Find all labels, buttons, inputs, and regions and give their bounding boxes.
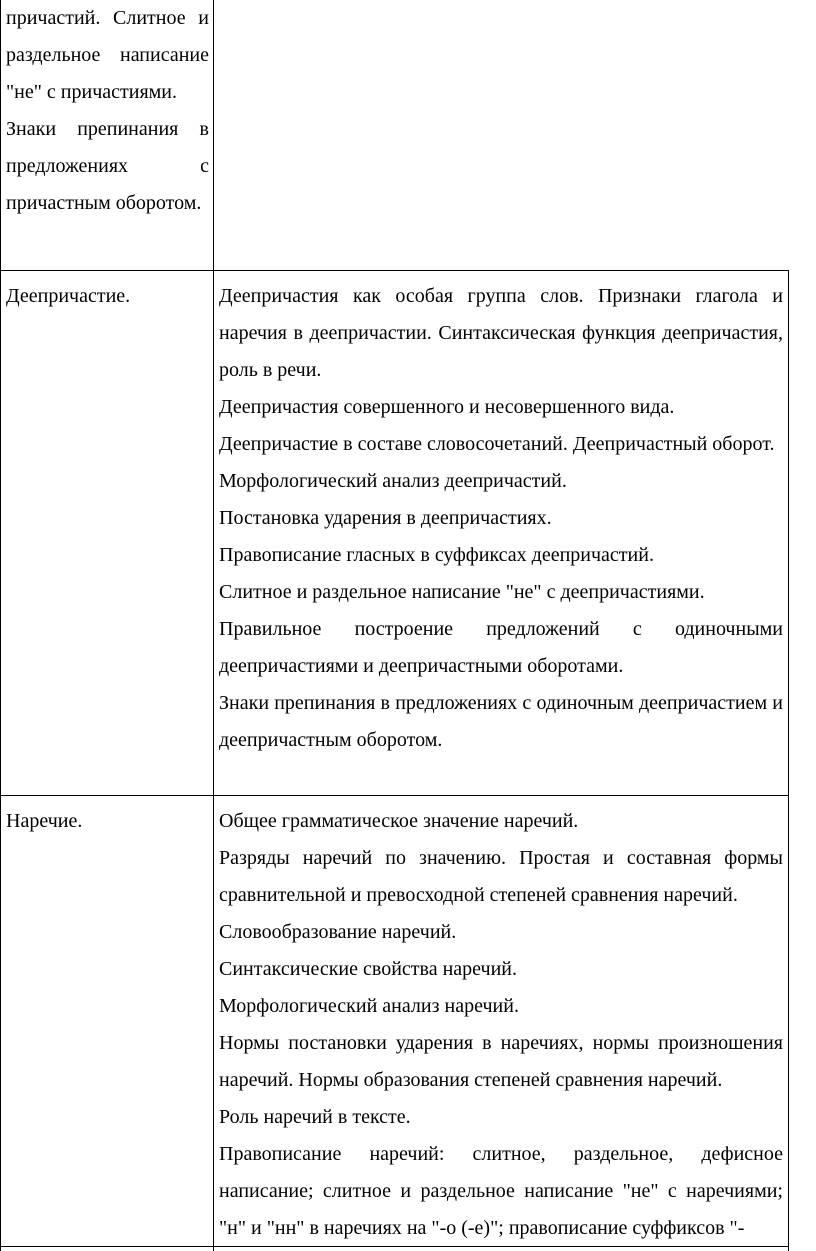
cell-paragraph: Слитное и раздельное написание "не" с деепричастиями. xyxy=(219,581,705,603)
row-divider-1 xyxy=(0,270,789,271)
table-column-divider xyxy=(213,0,214,1251)
cell-paragraph: Деепричастие. xyxy=(6,285,131,307)
cell-paragraph: Роль наречий в тексте. xyxy=(219,1106,411,1128)
table-cell-topic xyxy=(6,803,209,840)
cell-paragraph: Правописание наречий: слитное, раздельное, дефисное написание; слитное и раздельное написание "не" с наречиями; "н" и "нн" в наречиях на "-о (-е)"; правописание суффиксов "- xyxy=(219,1143,783,1239)
table-cell-content xyxy=(219,803,783,1247)
cell-paragraph: Морфологический анализ деепричастий. xyxy=(219,470,567,492)
table-border-left xyxy=(0,0,1,1251)
table-cell-content xyxy=(219,278,783,759)
cell-paragraph: Деепричастия как особая группа слов. Признаки глагола и наречия в деепричастии. Синтаксическая функция деепричастия, роль в речи. xyxy=(219,285,783,381)
cell-paragraph: Синтаксические свойства наречий. xyxy=(219,958,517,980)
cell-paragraph: Словообразование наречий. xyxy=(219,921,457,943)
cell-paragraph: причастий. Слитное и раздельное написание "не" с причастиями. xyxy=(6,7,209,103)
cell-paragraph: Разряды наречий по значению. Простая и составная формы сравнительной и превосходной степеней сравнения наречий. xyxy=(219,847,783,906)
cell-paragraph: Знаки препинания в предложениях с причастным оборотом. xyxy=(6,118,209,214)
cell-paragraph: Постановка ударения в деепричастиях. xyxy=(219,507,552,529)
cell-paragraph: Деепричастие в составе словосочетаний. Деепричастный оборот. xyxy=(219,433,775,455)
table-border-right xyxy=(788,270,789,1251)
cell-paragraph: Наречие. xyxy=(6,810,83,832)
cell-paragraph: Общее грамматическое значение наречий. xyxy=(219,810,579,832)
cell-paragraph: Правописание гласных в суффиксах деепричастий. xyxy=(219,544,654,566)
table-cell-topic xyxy=(6,0,209,222)
cell-paragraph: Нормы постановки ударения в наречиях, нормы произношения наречий. Нормы образования степеней сравнения наречий. xyxy=(219,1032,783,1091)
cell-paragraph: Деепричастия совершенного и несовершенного вида. xyxy=(219,396,675,418)
cell-paragraph: Морфологический анализ наречий. xyxy=(219,995,519,1017)
cell-paragraph: Знаки препинания в предложениях с одиночным деепричастием и деепричастным оборотом. xyxy=(219,692,783,751)
table-cell-topic xyxy=(6,278,209,315)
row-divider-2 xyxy=(0,795,789,796)
cell-paragraph: Правильное построение предложений с одиночными деепричастиями и деепричастными оборотами. xyxy=(219,618,783,677)
